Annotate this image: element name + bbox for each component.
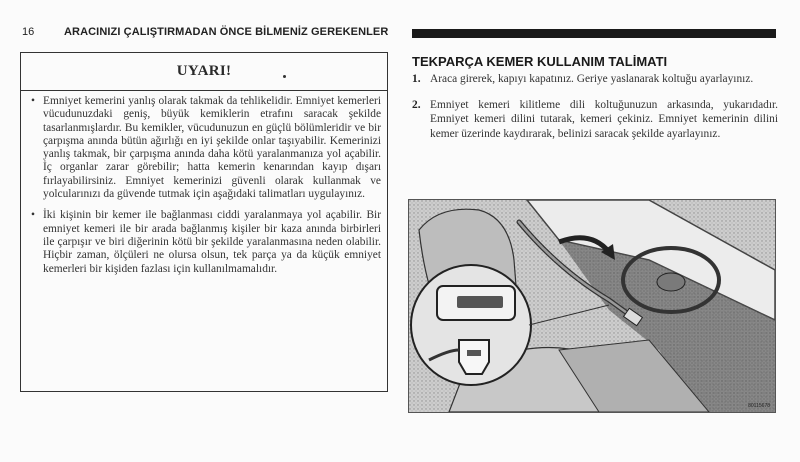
running-head: ARACINIZI ÇALIŞTIRMADAN ÖNCE BİLMENİZ GEREKENLER <box>64 26 389 38</box>
header-rule <box>412 29 776 38</box>
warning-box <box>20 52 388 392</box>
section-title: TEKPARÇA KEMER KULLANIM TALİMATI <box>412 54 668 69</box>
page-number: 16 <box>22 26 35 38</box>
steering-hub <box>657 273 685 291</box>
instruction-step <box>412 98 778 142</box>
seatbelt-illustration <box>408 199 776 413</box>
step-number: 2. <box>412 98 421 111</box>
figure-code: 80115678 <box>748 403 770 409</box>
warning-title-row <box>21 53 387 91</box>
instruction-step <box>412 72 778 87</box>
warning-list <box>31 95 381 284</box>
inset-latch-plate <box>459 340 489 374</box>
instruction-steps <box>412 72 778 152</box>
warning-item: • Emniyet kemerini yanlış olarak takmak da tehlikelidir. Emniyet kemerleri vücudunuzdaki geniş, büyük kemiklerin etrafını saracak şekilde tasarlanmışlardır. Bu kemikler, vücudunuzun en güçlü bölümleridir ve bir çarpışma anında bütün ağırlığı en iyi şekilde onlar taşıyabilir. Kemerinizi yanlış takmak, bir çarpışma anında daha kötü yaralanmanıza yol açabilir. İç organlar zarar görebilir; hatta kemerin kenarından kayıp dışarı fırlayabilirsiniz. Emniyet kemerinizi güvenli olarak kullanmak ve yolcularınızı da güvende tutmak için aşağıdaki talimatları uygulayınız. <box>31 95 381 201</box>
inset-latch-slot <box>467 350 481 356</box>
warning-title: UYARI! <box>176 63 232 79</box>
print-speck <box>283 75 286 78</box>
warning-item: • İki kişinin bir kemer ile bağlanması ciddi yaralanmaya yol açabilir. Bir emniyet kemeri ile bir arada bağlanmış kişiler bir kaza anında birbirleri ile çarpışır ve biri diğerinin kötü bir şekilde yaralanmasına neden olabilir. Hiçbir zaman, ölçüleri ne olursa olsun, tek parça ya da küçük emniyet kemerleri bir kişiden fazlası için kullanılmamalıdır. <box>31 209 381 275</box>
step-text: Araca girerek, kapıyı kapatınız. Geriye yaslanarak koltuğu ayarlayınız. <box>430 73 754 85</box>
step-number: 1. <box>412 73 421 85</box>
inset-buckle-slot <box>457 296 503 308</box>
step-text: Emniyet kemeri kilitleme dili koltuğunuzun arkasında, yukarıdadır. Emniyet kemeri dilini tutarak, kemeri çekiniz. Emniyet kemerinin dilini kemer üzerinde kaydırarak, belinizi saracak şekilde ayarlayınız. <box>430 98 778 140</box>
